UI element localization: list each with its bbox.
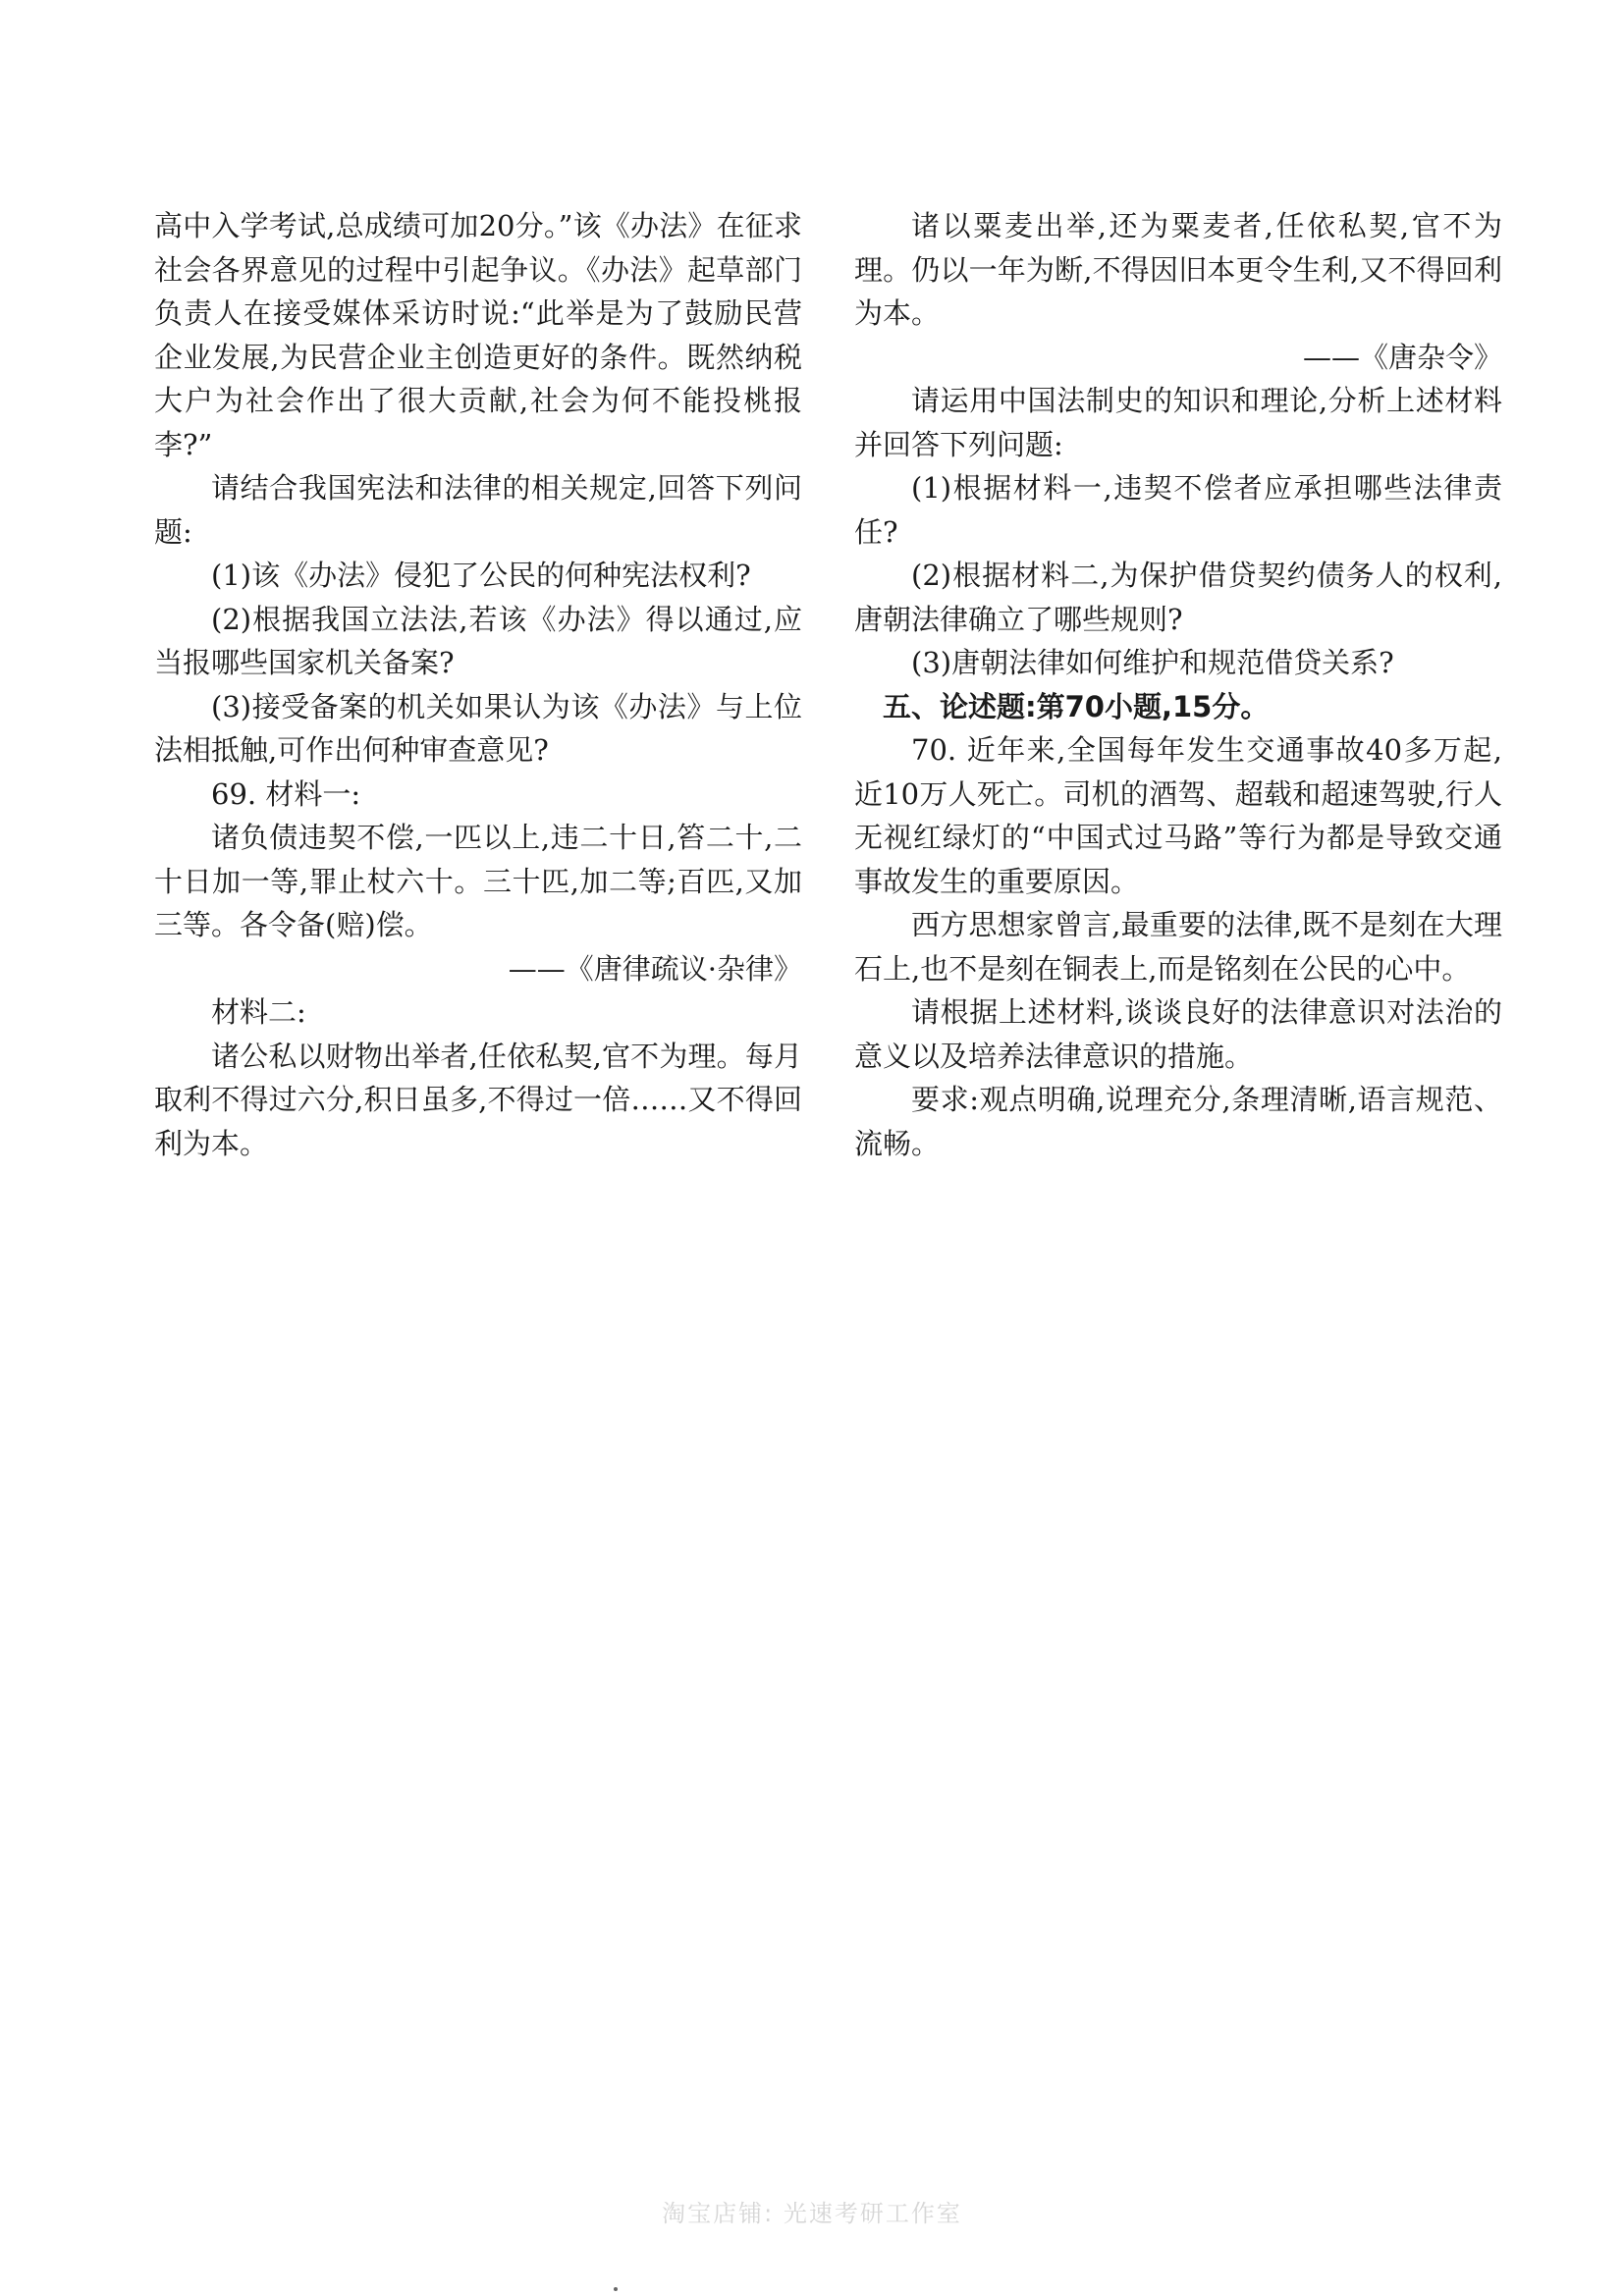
right-column [854, 204, 1502, 1165]
question-68-prompt: 请结合我国宪法和法律的相关规定,回答下列问题: [154, 471, 802, 549]
question-69-material-1: 诸负债违契不偿,一匹以上,违二十日,笞二十,二十日加一等,罪止杖六十。三十匹,加二等;百匹,又加三等。各令备(赔)偿。 [154, 821, 802, 941]
question-69-sub-1: (1)根据材料一,违契不偿者应承担哪些法律责任? [854, 471, 1502, 549]
question-69-sub-2: (2)根据材料二,为保护借贷契约债务人的权利,唐朝法律确立了哪些规则? [854, 559, 1502, 636]
question-69-label: 69. 材料一: [211, 776, 361, 811]
question-68-sub-1: (1)该《办法》侵犯了公民的何种宪法权利? [211, 559, 751, 592]
question-70-paragraph-1: 70. 近年来,全国每年发生交通事故40多万起,近10万人死亡。司机的酒驾、超载和超速驾驶,行人无视红绿灯的“中国式过马路”等行为都是导致交通事故发生的重要原因。 [854, 733, 1502, 898]
question-69-prompt: 请运用中国法制史的知识和理论,分析上述材料并回答下列问题: [854, 384, 1502, 461]
question-69-material-2-source: ——《唐杂令》 [1302, 340, 1502, 374]
scan-speck [614, 2287, 618, 2291]
question-68-sub-3: (3)接受备案的机关如果认为该《办法》与上位法相抵触,可作出何种审查意见? [154, 689, 802, 767]
section-5-heading: 五、论述题:第70小题,15分。 [883, 689, 1270, 723]
shop-watermark: 淘宝店铺: 光速考研工作室 [662, 2200, 962, 2227]
question-70-paragraph-3: 请根据上述材料,谈谈良好的法律意识对法治的意义以及培养法律意识的措施。 [854, 995, 1502, 1073]
left-column [154, 204, 802, 1165]
question-69-sub-3: (3)唐朝法律如何维护和规范借贷关系? [911, 646, 1394, 679]
question-69-material-2-label: 材料二: [211, 995, 306, 1029]
question-70-requirements: 要求:观点明确,说理充分,条理清晰,语言规范、流畅。 [854, 1083, 1502, 1160]
question-69-material-2: 诸公私以财物出举者,任依私契,官不为理。每月取利不得过六分,积日虽多,不得过一倍……又不得回利为本。 [154, 1039, 802, 1160]
question-68-sub-2: (2)根据我国立法法,若该《办法》得以通过,应当报哪些国家机关备案? [154, 602, 802, 679]
question-70-paragraph-2: 西方思想家曾言,最重要的法律,既不是刻在大理石上,也不是刻在铜表上,而是铭刻在公民的心中。 [854, 908, 1502, 986]
question-69-material-2-continued: 诸以粟麦出举,还为粟麦者,任依私契,官不为理。仍以一年为断,不得因旧本更令生利,又不得回利为本。 [854, 209, 1502, 330]
question-68-continuation: 高中入学考试,总成绩可加20分。”该《办法》在征求社会各界意见的过程中引起争议。《办法》起草部门负责人在接受媒体采访时说:“此举是为了鼓励民营企业发展,为民营企业主创造更好的条件。既然纳税大户为社会作出了很大贡献,社会为何不能投桃报李?” [154, 209, 802, 461]
question-69-material-1-source: ——《唐律疏议·杂律》 [508, 951, 802, 986]
